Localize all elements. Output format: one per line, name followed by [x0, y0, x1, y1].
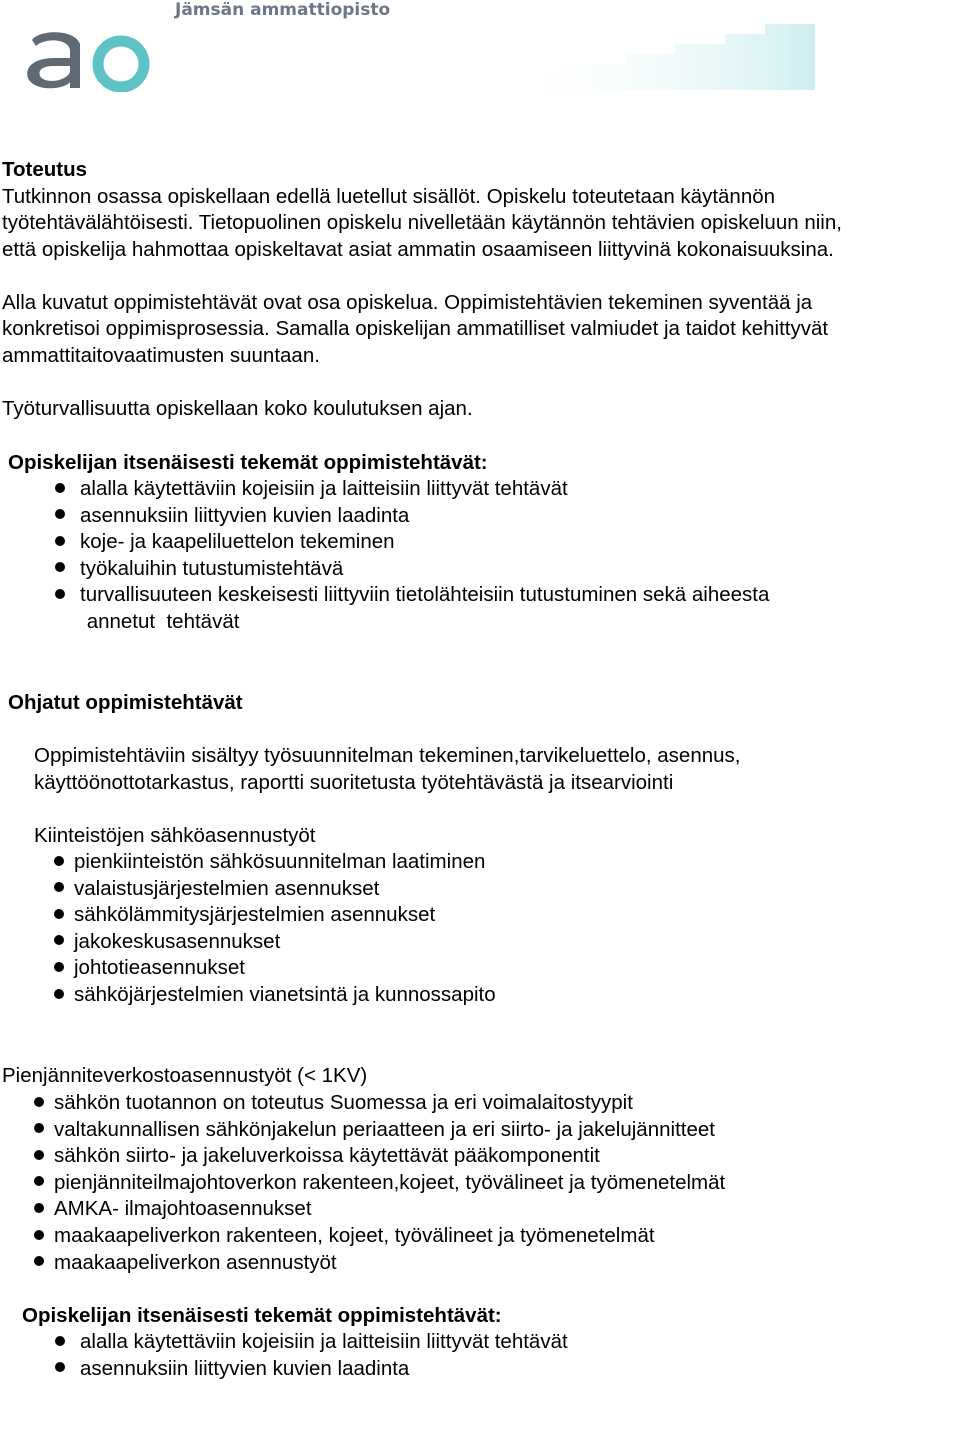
para3: Työturvallisuutta opiskellaan koko koulutuksen ajan.: [2, 397, 473, 420]
list-item: pienkiinteistön sähkösuunnitelman laatiminen: [54, 849, 496, 876]
list-item: alalla käytettäviin kojeisiin ja laitteisiin liittyvät tehtävät: [55, 1329, 568, 1356]
low-voltage-list: [34, 1090, 725, 1276]
bullet-icon: [55, 483, 65, 493]
stairs-graphic-icon: [505, 20, 815, 92]
list-item: asennuksiin liittyvien kuvien laadinta: [55, 1356, 568, 1383]
list-item: AMKA- ilmajohtoasennukset: [34, 1196, 725, 1223]
bullet-icon: [55, 509, 65, 519]
school-name: Jämsän ammattiopisto: [175, 0, 391, 20]
list-item: alalla käytettäviin kojeisiin ja laitteisiin liittyvät tehtävät: [55, 476, 769, 503]
bullet-icon: [34, 1256, 44, 1266]
heading-independent-tasks-2: Opiskelijan itsenäisesti tekemät oppimistehtävät:: [22, 1304, 502, 1327]
bullet-icon: [55, 536, 65, 546]
list-item: jakokeskusasennukset: [54, 929, 496, 956]
bullet-icon: [34, 1097, 44, 1107]
bullet-icon: [55, 562, 65, 572]
bullet-icon: [54, 882, 64, 892]
list-item: sähkön tuotannon on toteutus Suomessa ja eri voimalaitostyypit: [34, 1090, 725, 1117]
bullet-icon: [34, 1176, 44, 1186]
para1-line: että opiskelija hahmottaa opiskeltavat asiat ammatin osaamiseen liittyvinä kokonaisuuksina.: [2, 238, 834, 261]
bullet-icon: [54, 909, 64, 919]
bullet-icon: [55, 1362, 65, 1372]
heading-low-voltage: Pienjänniteverkostoasennustyöt (< 1KV): [2, 1064, 368, 1087]
page-header: [0, 0, 960, 110]
subheading-building-installations: Kiinteistöjen sähköasennustyöt: [34, 824, 316, 847]
bullet-icon: [54, 962, 64, 972]
para2-line: ammattitaitovaatimusten suuntaan.: [2, 344, 320, 367]
list-item: johtotieasennukset: [54, 955, 496, 982]
building-installations-list: [54, 849, 496, 1009]
para1-line: työtehtävälähtöisesti. Tietopuolinen opiskelu nivelletään käytännön tehtävien opiskeluun niin,: [2, 211, 842, 234]
list-item: sähkön siirto- ja jakeluverkoissa käytettävät pääkomponentit: [34, 1143, 725, 1170]
bullet-icon: [54, 935, 64, 945]
ao-logo-icon: [24, 22, 154, 92]
heading-independent-tasks: Opiskelijan itsenäisesti tekemät oppimistehtävät:: [8, 451, 488, 474]
guided-intro-line: Oppimistehtäviin sisältyy työsuunnitelman tekeminen,tarvikeluettelo, asennus,: [34, 744, 741, 767]
list-item: sähkölämmitysjärjestelmien asennukset: [54, 902, 496, 929]
bullet-icon: [55, 1336, 65, 1346]
list-item: asennuksiin liittyvien kuvien laadinta: [55, 503, 769, 530]
bullet-icon: [54, 856, 64, 866]
list-item: valaistusjärjestelmien asennukset: [54, 876, 496, 903]
independent-tasks-list: [55, 476, 769, 636]
list-item: maakaapeliverkon asennustyöt: [34, 1250, 725, 1277]
para2-line: Alla kuvatut oppimistehtävät ovat osa opiskelua. Oppimistehtävien tekeminen syventää ja: [2, 291, 813, 314]
list-item: valtakunnallisen sähkönjakelun periaatteen ja eri siirto- ja jakelujännitteet: [34, 1117, 725, 1144]
bullet-icon: [55, 589, 65, 599]
bullet-icon: [34, 1230, 44, 1240]
bullet-icon: [34, 1203, 44, 1213]
guided-intro-line: käyttöönottotarkastus, raportti suoritetusta työtehtävästä ja itsearviointi: [34, 771, 674, 794]
para1-line: Tutkinnon osassa opiskellaan edellä luetellut sisällöt. Opiskelu toteutetaan käytännön: [2, 185, 776, 208]
list-item: työkaluihin tutustumistehtävä: [55, 556, 769, 583]
list-item-continuation: annetut tehtävät: [81, 609, 240, 633]
list-item: koje- ja kaapeliluettelon tekeminen: [55, 529, 769, 556]
independent-tasks-list-2: [55, 1329, 568, 1382]
list-item: pienjänniteilmajohtoverkon rakenteen,kojeet, työvälineet ja työmenetelmät: [34, 1170, 725, 1197]
bullet-icon: [34, 1123, 44, 1133]
list-item: maakaapeliverkon rakenteen, kojeet, työvälineet ja työmenetelmät: [34, 1223, 725, 1250]
bullet-icon: [34, 1150, 44, 1160]
heading-guided-tasks: Ohjatut oppimistehtävät: [8, 691, 243, 714]
list-item: sähköjärjestelmien vianetsintä ja kunnossapito: [54, 982, 496, 1009]
heading-toteutus: Toteutus: [2, 158, 88, 181]
list-item: turvallisuuteen keskeisesti liittyviin tietolähteisiin tutustuminen sekä aiheesta: [55, 582, 769, 609]
bullet-icon: [54, 989, 64, 999]
para2-line: konkretisoi oppimisprosessia. Samalla opiskelijan ammatilliset valmiudet ja taidot kehittyvät: [2, 317, 829, 340]
